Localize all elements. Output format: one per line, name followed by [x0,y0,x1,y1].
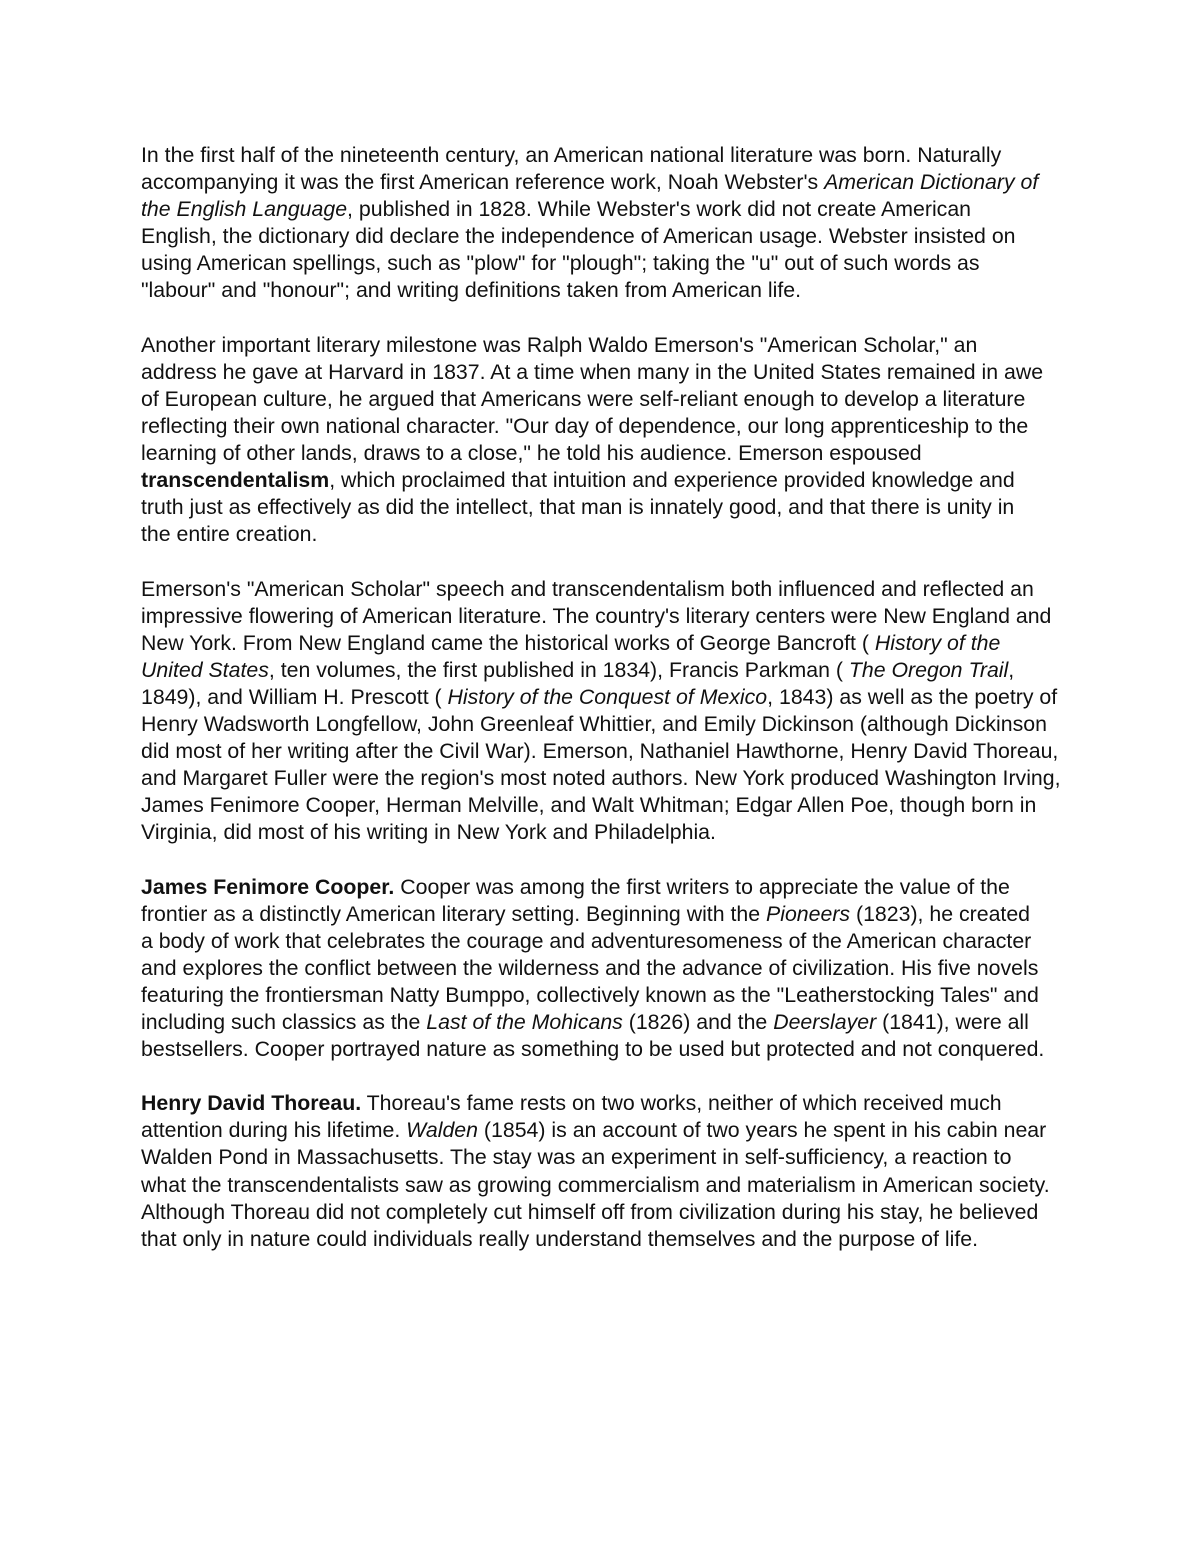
paragraph-literary-centers [141,576,1066,847]
paragraph-text: , ten volumes, the first published in 1834), Francis Parkman ( [268,657,849,682]
paragraph-text: , 1849), and William H. Prescott ( [141,657,1015,709]
book-title-history-united-states: History of the United States [141,630,1001,682]
book-title-deerslayer: Deerslayer [773,1010,877,1034]
paragraph-webster [141,142,1046,305]
paragraph-text: (1854) is an account of two years he spent in his cabin near Walden Pond in Massachusetts. The stay was an experiment in self-sufficiency, a reaction to what the transcendentalists saw as growing commercialism and materialism in American society. Although Thoreau did not completely cut himself off from civilization during his stay, he believed that only in nature could individuals really understand themselves and the purpose of life. [141,1118,1050,1251]
paragraph-text: In the first half of the nineteenth century, an American national literature was born. Naturally accompanying it was the first American reference work, Noah Webster's [141,143,1002,195]
paragraph-text: Cooper was among the first writers to appreciate the value of the frontier as a distinctly American literary setting. Beginning with the [141,874,1010,926]
book-title-walden: Walden [406,1118,478,1143]
book-title-last-of-the-mohicans: Last of the Mohicans [426,1010,623,1034]
book-title-pioneers: Pioneers [766,901,851,926]
book-title-conquest-of-mexico: History of the Conquest of Mexico [447,684,768,709]
document-body [141,142,1066,1280]
paragraph-text: (1823), he created a body of work that celebrates the courage and adventuresomeness of the American character and explores the conflict between the wilderness and the advance of civilization. His five novels featuring the frontiersman Natty Bumppo, collectively known as the "Leatherstocking Tales" and including such classics as the [141,901,1039,1034]
paragraph-text: (1826) and the [622,1010,774,1034]
paragraph-cooper [141,874,1046,1064]
paragraph-emerson [141,332,1046,549]
paragraph-thoreau [141,1090,1056,1253]
paragraph-text: Emerson's "American Scholar" speech and transcendentalism both influenced and reflected an impressive flowering of American literature. The country's literary centers were New England and New York. From New England came the historical works of George Bancroft ( [141,576,1052,655]
paragraph-text: Thoreau's fame rests on two works, neither of which received much attention during his lifetime. [141,1091,1002,1143]
book-title-oregon-trail: The Oregon Trail [848,657,1009,682]
heading-henry-david-thoreau: Henry David Thoreau. [141,1091,362,1116]
term-transcendentalism: transcendentalism [141,468,330,493]
paragraph-text: , 1843) as well as the poetry of Henry Wadsworth Longfellow, John Greenleaf Whittier, and Emily Dickinson (although Dickinson did most of her writing after the Civil War). Emerson, Nathaniel Hawthorne, Henry David Thoreau, and Margaret Fuller were the region's most noted authors. New York produced Washington Irving, James Fenimore Cooper, Herman Melville, and Walt Whitman; Edgar Allen Poe, though born in Virginia, did most of his writing in New York and Philadelphia. [141,684,1061,845]
book-title-american-dictionary: American Dictionary of the English Language [141,170,1039,222]
paragraph-text: , which proclaimed that intuition and experience provided knowledge and truth just as effectively as did the intellect, that man is innately good, and that there is unity in the entire creation. [141,468,1015,547]
paragraph-text: Another important literary milestone was Ralph Waldo Emerson's "American Scholar," an address he gave at Harvard in 1837. At a time when many in the United States remained in awe of European culture, he argued that Americans were self-reliant enough to develop a literature reflecting their own national character. "Our day of dependence, our long apprenticeship to the learning of other lands, draws to a close," he told his audience. Emerson espoused [141,332,1044,466]
heading-james-fenimore-cooper: James Fenimore Cooper. [141,874,395,899]
paragraph-text: (1841), were all bestsellers. Cooper portrayed nature as something to be used but protected and not conquered. [141,1010,1045,1062]
paragraph-text: , published in 1828. While Webster's work did not create American English, the dictionary did declare the independence of American usage. Webster insisted on using American spellings, such as "plow" for "plough"; taking the "u" out of such words as "labour" and "honour"; and writing definitions taken from American life. [141,197,1016,303]
